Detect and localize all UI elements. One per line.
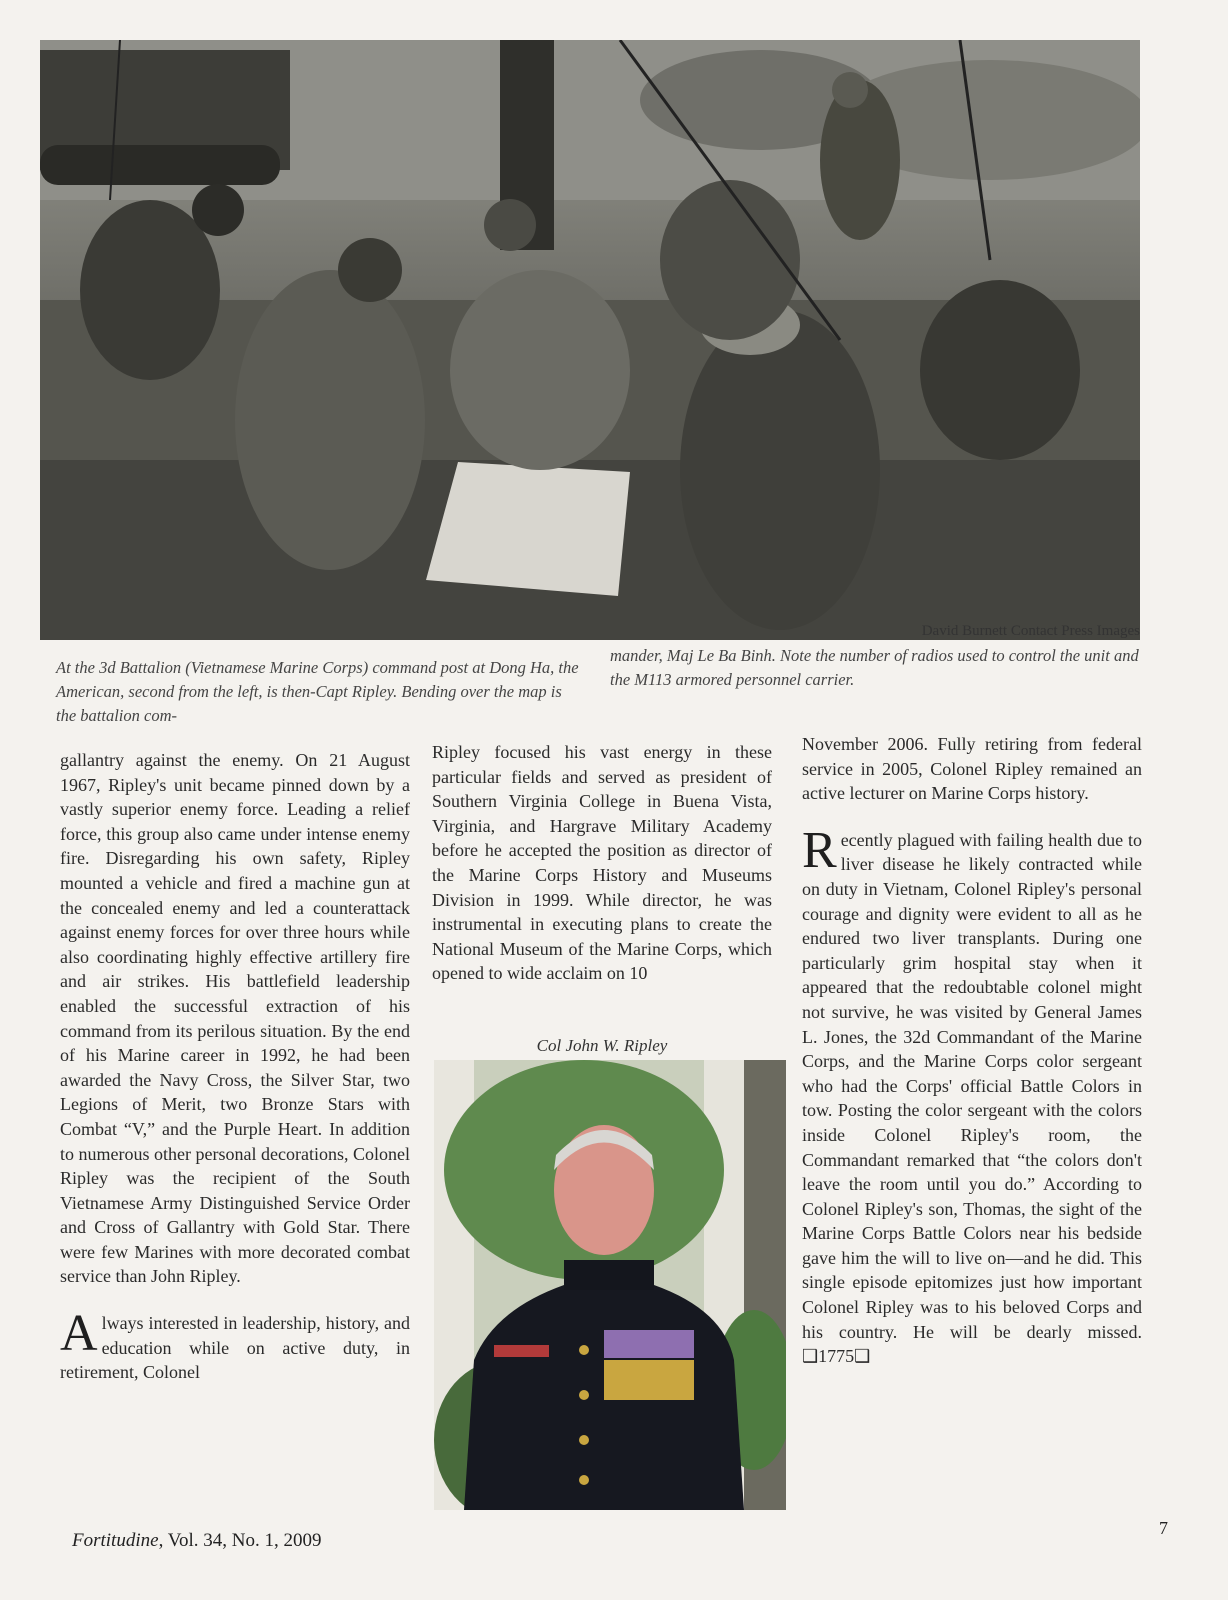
column-1-paragraph-2 (60, 1305, 410, 1385)
publication-issue: , Vol. 34, No. 1, 2009 (158, 1530, 322, 1551)
column-3-paragraph-2-text: ecently plagued with failing health due to liver disease he likely contracted while on duty in Vietnam, Colonel Ripley's personal courage and dignity were evident to all as he endured two liver transplants. During one particularly grim hospital stay when it appeared that the redoubtable colonel might not survive, he was visited by General James L. Jones, the 32d Commandant of the Marine Corps, and the Marine Corps color sergeant who had the Corps' official Battle Colors in tow. Posting the color sergeant with the colors inside Colonel Ripley's room, the Commandant remarked that “the colors don't leave the room until you do.” According to Colonel Ripley's son, Thomas, the sight of the Marine Corps Battle Colors near his bedside gave him the will to live on—and he did. This single episode epitomizes just how important Colonel Ripley was to his beloved Corps and his country. He will be dearly missed. ❑1775❑ (802, 829, 1142, 1367)
column-3-paragraph-1: November 2006. Fully retiring from federal service in 2005, Colonel Ripley remained an active lecturer on Marine Corps history. (802, 734, 1142, 804)
column-3-paragraph-2 (802, 821, 1142, 1369)
column-2-paragraph-1: Ripley focused his vast energy in these particular fields and served as president of Southern Virginia College in Buena Vista, Virginia, and Hargrave Military Academy before he accepted the position as director of the Marine Corps History and Museums Division in 1999. While director, he was instrumental in executing plans to create the National Museum of the Marine Corps, which opened to wide acclaim on 10 (432, 742, 772, 984)
photo-credit: David Burnett Contact Press Images (921, 623, 1140, 639)
photo-caption-left: At the 3d Battalion (Vietnamese Marine Corps) command post at Dong Ha, the American, second from the left, is then-Capt Ripley. Bending over the map is the battalion com- (56, 658, 579, 725)
publication-name: Fortitudine (72, 1530, 159, 1551)
column-1-paragraph-1: gallantry against the enemy. On 21 August 1967, Ripley's unit became pinned down by a vastly superior enemy force. Leading a relief force, this group also came under intense enemy fire. Disregarding his own safety, Ripley mounted a vehicle and fired a machine gun at the concealed enemy and led a counterattack against enemy forces for over three hours while also coordinating highly effective artillery fire and air strikes. His battlefield leadership enabled the successful extraction of his command from its perilous situation. By the end of his Marine career in 1992, he had been awarded the Navy Cross, the Silver Star, two Legions of Merit, two Bronze Stars with Combat “V,” and the Purple Heart. In addition to numerous other personal decorations, Colonel Ripley was the recipient of the South Vietnamese Army Distinguished Service Order and Cross of Gallantry with Gold Star. There were few Marines with more decorated combat service than John Ripley. (60, 750, 410, 1287)
column-1-paragraph-2-text: lways interested in leadership, history, and education while on active duty, in retirement, Colonel (60, 1313, 410, 1383)
text-column-2 (432, 740, 772, 986)
photo-caption-right: mander, Maj Le Ba Binh. Note the number of radios used to control the unit and the M113 armored personnel carrier. (610, 646, 1139, 689)
portrait-caption: Col John W. Ripley (536, 1036, 668, 1055)
dropcap-a: A (60, 1305, 98, 1363)
dropcap-r: R (802, 821, 837, 879)
page-number: 7 (1159, 1518, 1168, 1538)
ripley-portrait-photo (434, 1060, 786, 1510)
publication-footer (72, 1530, 322, 1552)
vietnam-command-post-photo (40, 40, 1140, 640)
text-column-3 (802, 732, 1142, 1369)
text-column-1 (60, 748, 410, 1385)
